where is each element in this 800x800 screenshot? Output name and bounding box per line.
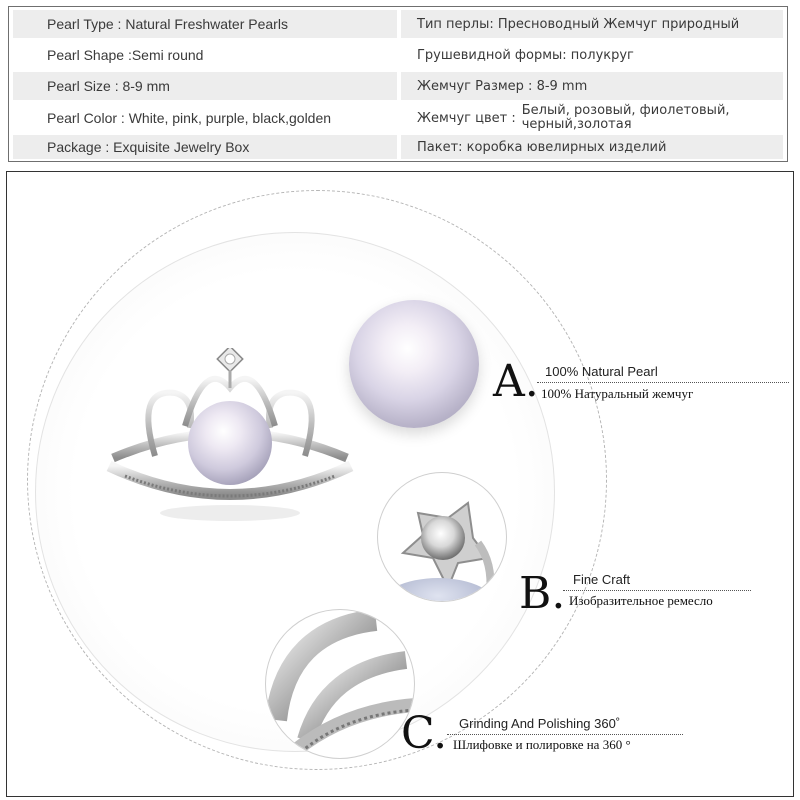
feature-a-label-en: 100% Natural Pearl [545,364,658,379]
spec-type-en: Pearl Type : Natural Freshwater Pearls [13,10,397,38]
spec-color-ru-line2: черный,золотая [521,117,632,132]
feature-c-letter: C. [401,708,448,759]
product-showcase [6,171,794,797]
feature-b-label-ru: Изобразительное ремесло [569,593,713,608]
spec-size-ru: Жемчуг Размер : 8-9 mm [401,72,783,100]
spec-row-color [13,103,783,133]
spec-table [8,6,788,162]
prong-setting-image [377,472,507,602]
spec-size-en: Pearl Size : 8-9 mm [13,72,397,100]
spec-type-ru: Тип перлы: Пресноводный Жемчуг природный [401,10,783,38]
spec-color-en: Pearl Color : White, pink, purple, black,golden [47,110,332,126]
polished-band-drawing [266,610,415,759]
spec-row-type [13,10,783,38]
spec-color-ru-value [522,104,730,132]
spec-package-ru: Пакет: коробка ювелирных изделий [401,135,783,159]
feature-c-label-en: Grinding And Polishing 360˚ [459,716,621,731]
feature-a-letter: A. [493,356,539,407]
feature-b-label-en: Fine Craft [573,572,631,587]
spec-row-size [13,72,783,100]
spec-shape-en: Pearl Shape :Semi round [47,47,204,63]
spec-color-ru-label: Жемчуг цвет : [417,110,516,126]
spec-package-en: Package : Exquisite Jewelry Box [13,135,397,159]
feature-c-leader-line [447,734,683,735]
feature-b-leader-line [563,590,751,591]
feature-a-label-ru: 100% Натуральный жемчуг [541,386,694,401]
crown-ring-image [95,348,365,528]
polished-band-image [265,609,415,759]
spec-row-package [13,135,783,159]
feature-c-label-ru: Шлифовке и полировке на 360 ° [453,737,631,752]
spec-row-shape [13,41,783,69]
spec-color-ru [401,103,783,133]
pearl-closeup-image [349,300,479,428]
prong-setting-drawing [378,473,507,602]
spec-color-ru-line1: Белый, розовый, фиолетовый, [521,103,730,118]
spec-shape-ru: Грушевидной формы: полукруг [417,47,634,63]
feature-b-letter: B. [519,568,566,619]
feature-a-leader-line [537,382,789,383]
